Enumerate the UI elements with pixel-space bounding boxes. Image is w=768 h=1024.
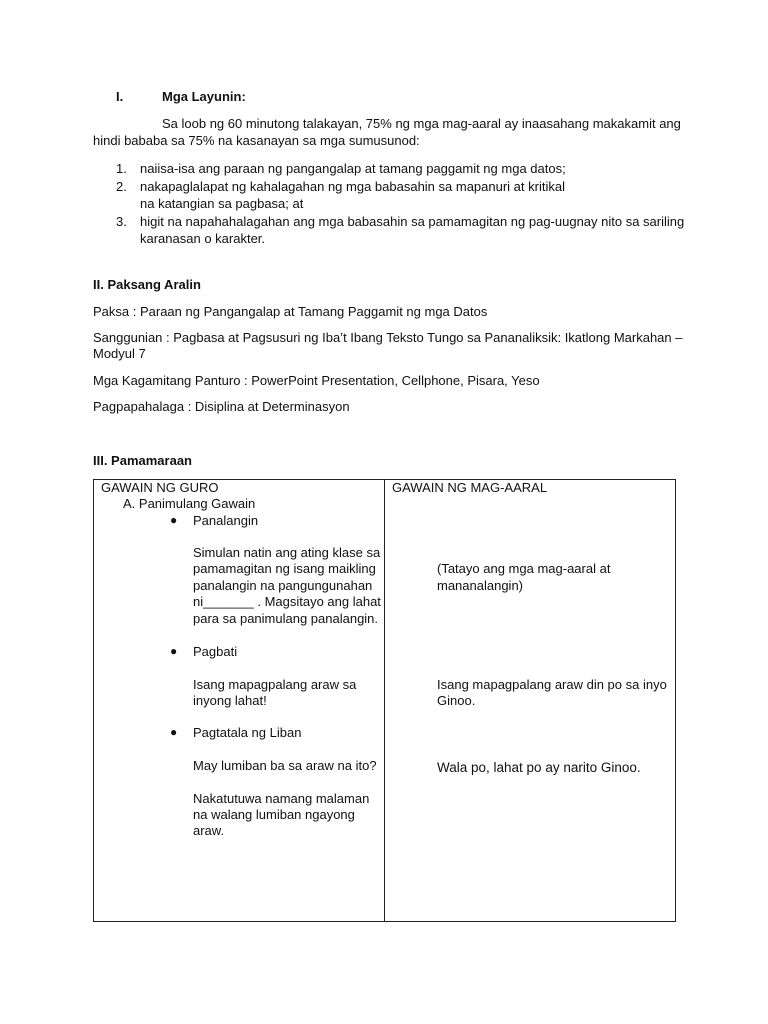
prayer-line-1: Simulan natin ang ating klase sa (193, 545, 381, 560)
teacher-column-header: GAWAIN NG GURO (101, 480, 219, 495)
absence-question: May lumiban ba sa araw na ito? (193, 758, 377, 773)
prayer-line-5: para sa panimulang panalangin. (193, 611, 379, 626)
objective-3-text-line1: higit na napahahalagahan ang mga babasahin sa pamamagitan ng pag-uugnay nito sa sariling (140, 214, 685, 229)
prayer-response-line-2: mananalangin) (437, 578, 524, 593)
greeting-response-line-1: Isang mapagpalang araw din po sa inyo (437, 677, 667, 692)
greeting-response-line-2: Ginoo. (437, 693, 476, 708)
pagtatala-label: Pagtatala ng Liban (193, 725, 302, 740)
procedure-heading: III. Pamamaraan (93, 453, 192, 468)
sanggunian-line2: Modyul 7 (93, 346, 146, 361)
closing-line-1: Nakatutuwa namang malaman (193, 791, 370, 806)
paksa-line: Paksa : Paraan ng Pangangalap at Tamang Paggamit ng mga Datos (93, 304, 488, 319)
prayer-line-4: ni_______ . Magsitayo ang lahat (193, 594, 381, 609)
pagbati-label: Pagbati (193, 644, 238, 659)
bullet-icon: ● (170, 644, 178, 658)
objective-3-text-line2: karanasan o karakter. (140, 231, 266, 246)
objectives-intro-line1: Sa loob ng 60 minutong talakayan, 75% ng mga mag-aaral ay inaasahang makakamit ang (162, 116, 681, 131)
student-column (385, 480, 676, 922)
prayer-response-line-1: (Tatayo ang mga mag-aaral at (437, 561, 611, 576)
teacher-column (94, 480, 385, 922)
greeting-line-2: inyong lahat! (193, 693, 267, 708)
prayer-line-2: pamamagitan ng isang maikling (193, 561, 376, 576)
pagpapahalaga-line: Pagpapahalaga : Disiplina at Determinasyon (93, 399, 350, 414)
bullet-icon: ● (170, 725, 178, 739)
panimulang-gawain-label: A. Panimulang Gawain (123, 496, 256, 511)
objective-2-text-line1: nakapaglalapat ng kahalagahan ng mga babasahin sa mapanuri at kritikal (140, 179, 565, 194)
procedure-table (93, 479, 676, 922)
greeting-line-1: Isang mapagpalang araw sa (193, 677, 357, 692)
objective-1-number: 1. (116, 161, 127, 176)
bullet-icon: ● (170, 513, 178, 527)
subject-matter-heading: II. Paksang Aralin (93, 277, 201, 292)
closing-line-3: araw. (193, 823, 225, 838)
objective-2-number: 2. (116, 179, 127, 194)
sanggunian-line1: Sanggunian : Pagbasa at Pagsusuri ng Iba’t Ibang Teksto Tungo sa Pananaliksik: Ikatlong Markahan – (93, 330, 683, 345)
student-column-header: GAWAIN NG MAG-AARAL (392, 480, 548, 495)
objective-1-text: naiisa-isa ang paraan ng pangangalap at tamang paggamit ng mga datos; (140, 161, 566, 176)
objectives-intro-line2: hindi bababa sa 75% na kasanayan sa mga sumusunod: (93, 133, 420, 148)
objectives-heading: Mga Layunin: (162, 89, 246, 104)
objective-2-text-line2: na katangian sa pagbasa; at (140, 196, 304, 211)
closing-line-2: na walang lumiban ngayong (193, 807, 355, 822)
panalangin-label: Panalangin (193, 513, 259, 528)
prayer-line-3: panalangin na pangungunahan (193, 578, 373, 593)
absence-response: Wala po, lahat po ay narito Ginoo. (437, 760, 641, 775)
objective-3-number: 3. (116, 214, 127, 229)
kagamitan-line: Mga Kagamitang Panturo : PowerPoint Presentation, Cellphone, Pisara, Yeso (93, 373, 540, 388)
section-numeral-i: I. (116, 89, 124, 104)
